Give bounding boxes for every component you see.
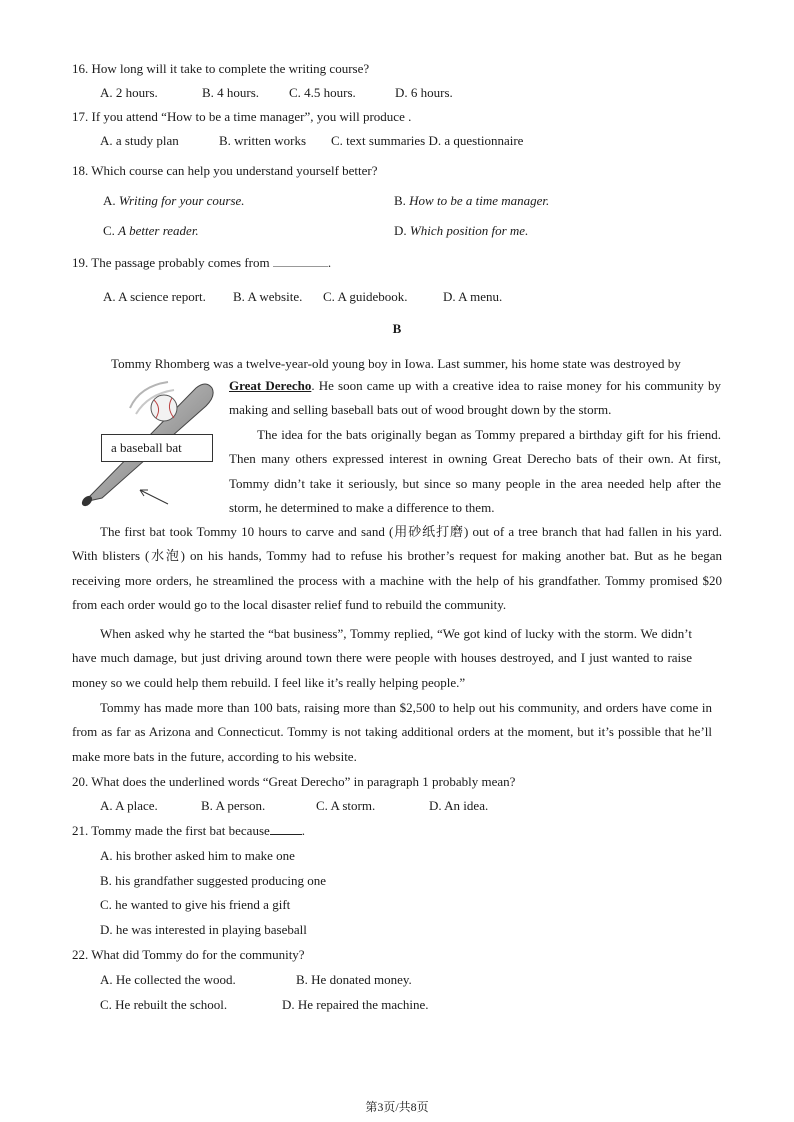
passage-paragraph-4: When asked why he started the “bat business”, Tommy replied, “We got kind of lucky with the storm. We didn’t have much damage, but just driving around town there were people with houses destroyed, and I just wanted to raise money so we could help them rebuild. I feel like it’s really helping people.” [72,626,692,690]
q16-option-c[interactable]: C. 4.5 hours. [289,85,356,100]
passage-paragraph-1: Great Derecho. He soon came up with a creative idea to raise money for his community by making and selling baseball bats out of wood brought down by the storm. [229,378,721,418]
q16-option-a[interactable]: A. 2 hours. [100,85,158,100]
q21-option-b[interactable]: B. his grandfather suggested producing one [100,873,327,888]
q19-option-c[interactable]: C. A guidebook. [323,289,408,304]
q22-option-c[interactable]: C. He rebuilt the school. [100,997,228,1012]
q18-option-d[interactable]: D. Which position for me. [394,223,529,238]
q19-stem: 19. The passage probably comes from . [72,255,332,270]
page-number-footer: 第3页/共8页 [365,1100,429,1114]
q16-option-b[interactable]: B. 4 hours. [202,85,260,100]
q20-stem: 20. What does the underlined words “Great Derecho” in paragraph 1 probably mean? [72,774,516,789]
q16-stem: 16. How long will it take to complete the writing course? [72,61,370,76]
q17-option-cd[interactable]: C. text summaries D. a questionnaire [331,133,524,148]
q22-option-a[interactable]: A. He collected the wood. [100,972,236,987]
q20-option-c[interactable]: C. A storm. [316,798,376,813]
q16-option-d[interactable]: D. 6 hours. [395,85,453,100]
q21-option-a[interactable]: A. his brother asked him to make one [100,848,295,863]
q18-option-c[interactable]: C. A better reader. [103,223,199,238]
q18-option-a[interactable]: A. Writing for your course. [103,193,245,208]
passage-paragraph-3: The first bat took Tommy 10 hours to carve and sand (用砂纸打磨) out of a tree branch that had fallen in his yard. With blisters (水泡) on his hands, Tommy had to refuse his brother’s request for making another bat. But as he began receiving more orders, he streamlined the process with a machine with the help of his grandfather. Tommy promised $20 from each order would go to the local disaster relief fund to rebuild the community. [72,524,722,613]
q19-option-b[interactable]: B. A website. [233,289,303,304]
q18-option-b[interactable]: B. How to be a time manager. [394,193,550,208]
great-derecho-underlined: Great Derecho [229,378,312,393]
q21-option-d[interactable]: D. he was interested in playing baseball [100,922,307,937]
q22-stem: 22. What did Tommy do for the community? [72,947,305,962]
q22-option-d[interactable]: D. He repaired the machine. [282,997,429,1012]
q21-option-c[interactable]: C. he wanted to give his friend a gift [100,897,291,912]
passage-paragraph-2: The idea for the bats originally began as Tommy prepared a birthday gift for his friend. Then many others expressed interest in owning Great Derecho bats of their own. At first, Tommy didn’t take it seriously, but since so many people in the area needed help after the storm, he determined to make a difference to them. [229,427,721,516]
q17-option-a[interactable]: A. a study plan [100,133,179,148]
q22-option-b[interactable]: B. He donated money. [296,972,412,987]
q20-option-b[interactable]: B. A person. [201,798,266,813]
passage-paragraph-5: Tommy has made more than 100 bats, raising more than $2,500 to help out his community, and orders have come in from as far as Arizona and Connecticut. Tommy is not taking additional orders at the moment, but it’s possible that he’ll make more bats in the future, according to his website. [72,700,712,764]
q21-blank[interactable] [270,823,302,835]
passage-paragraph-1-lead: Tommy Rhomberg was a twelve-year-old young boy in Iowa. Last summer, his home state was destroyed by [111,356,681,371]
q18-stem: 18. Which course can help you understand yourself better? [72,163,378,178]
q19-blank[interactable] [273,255,328,267]
section-b-heading: B [392,321,402,336]
q17-stem: 17. If you attend “How to be a time manager”, you will produce . [72,109,412,124]
q21-stem: 21. Tommy made the first bat because . [72,823,306,838]
q19-option-a[interactable]: A. A science report. [103,289,206,304]
q20-option-d[interactable]: D. An idea. [429,798,489,813]
q20-option-a[interactable]: A. A place. [100,798,158,813]
q19-option-d[interactable]: D. A menu. [443,289,503,304]
image-label-box: a baseball bat [101,434,213,462]
q17-option-b[interactable]: B. written works [219,133,307,148]
